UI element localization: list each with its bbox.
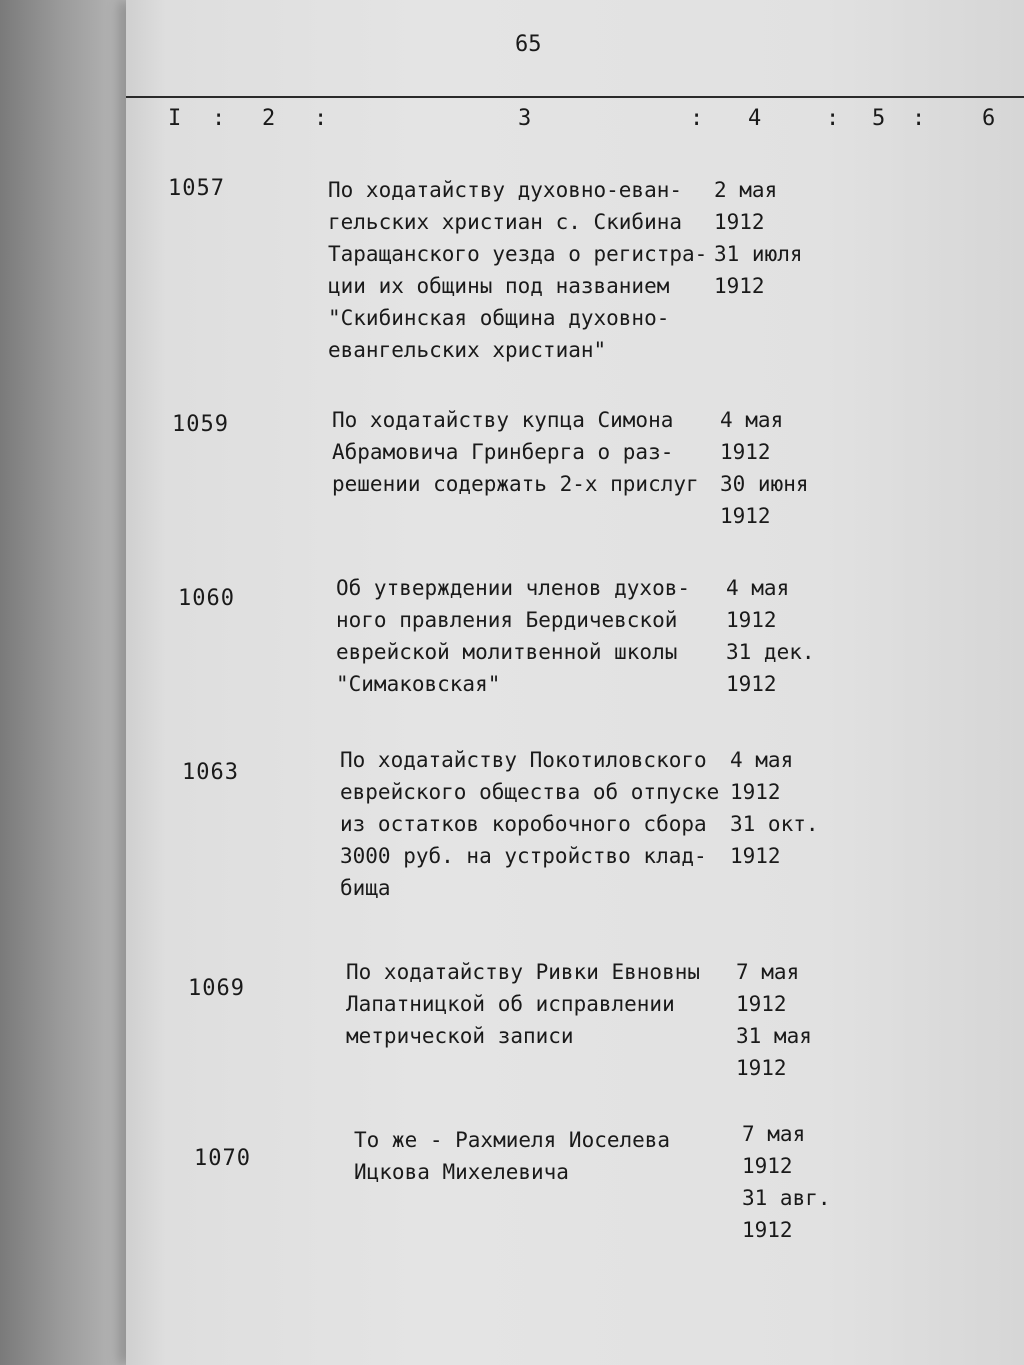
record-dates: 7 мая 1912 31 авг. 1912 (742, 1122, 831, 1242)
column-header-5: 5 (872, 106, 886, 131)
record-description: По ходатайству Ривки Евновны Лапатницкой об исправлении метрической записи (346, 960, 701, 1048)
column-header-3: 3 (518, 106, 532, 131)
column-separator: : (826, 106, 840, 131)
record-description: По ходатайству купца Симона Абрамовича Гринберга о раз- решении содержать 2-х прислуг (332, 408, 699, 496)
record-description: По ходатайству духовно-еван- гельских христиан с. Скибина Таращанского уезда о регистра- ции их общины под названием "Скибинская община духовно- евангельских христиан" (328, 178, 708, 362)
record-dates: 4 мая 1912 30 июня 1912 (720, 408, 809, 528)
column-separator: : (212, 106, 226, 131)
record-number: 1059 (172, 412, 229, 437)
record-dates: 4 мая 1912 31 дек. 1912 (726, 576, 815, 696)
left-page-edge (0, 0, 128, 1365)
column-header-2: 2 (262, 106, 276, 131)
record-dates: 4 мая 1912 31 окт. 1912 (730, 748, 819, 868)
record-dates: 7 мая 1912 31 мая 1912 (736, 960, 812, 1080)
bleed-through-text (175, 358, 181, 382)
header-rule (126, 96, 1024, 98)
column-separator: : (912, 106, 926, 131)
column-separator: : (314, 106, 328, 131)
record-description: То же - Рахмиеля Иоселева Ицкова Михелевича (354, 1128, 671, 1184)
column-header-4: 4 (748, 106, 762, 131)
column-separator: : (690, 106, 704, 131)
record-number: 1057 (168, 176, 225, 201)
record-description: Об утверждении членов духов- ного правления Бердичевской еврейской молитвенной школы "Симаковская" (336, 576, 691, 696)
record-description: По ходатайству Покотиловского еврейского общества об отпуске из остатков коробочного сбора 3000 руб. на устройство клад- бища (340, 748, 720, 900)
record-number: 1070 (194, 1146, 251, 1171)
record-number: 1069 (188, 976, 245, 1001)
page-number: 65 (515, 32, 542, 57)
column-header-6: 6 (982, 106, 996, 131)
record-number: 1063 (182, 760, 239, 785)
record-dates: 2 мая 1912 31 июля 1912 (714, 178, 803, 298)
record-number: 1060 (178, 586, 235, 611)
column-header-1: I (168, 106, 182, 131)
